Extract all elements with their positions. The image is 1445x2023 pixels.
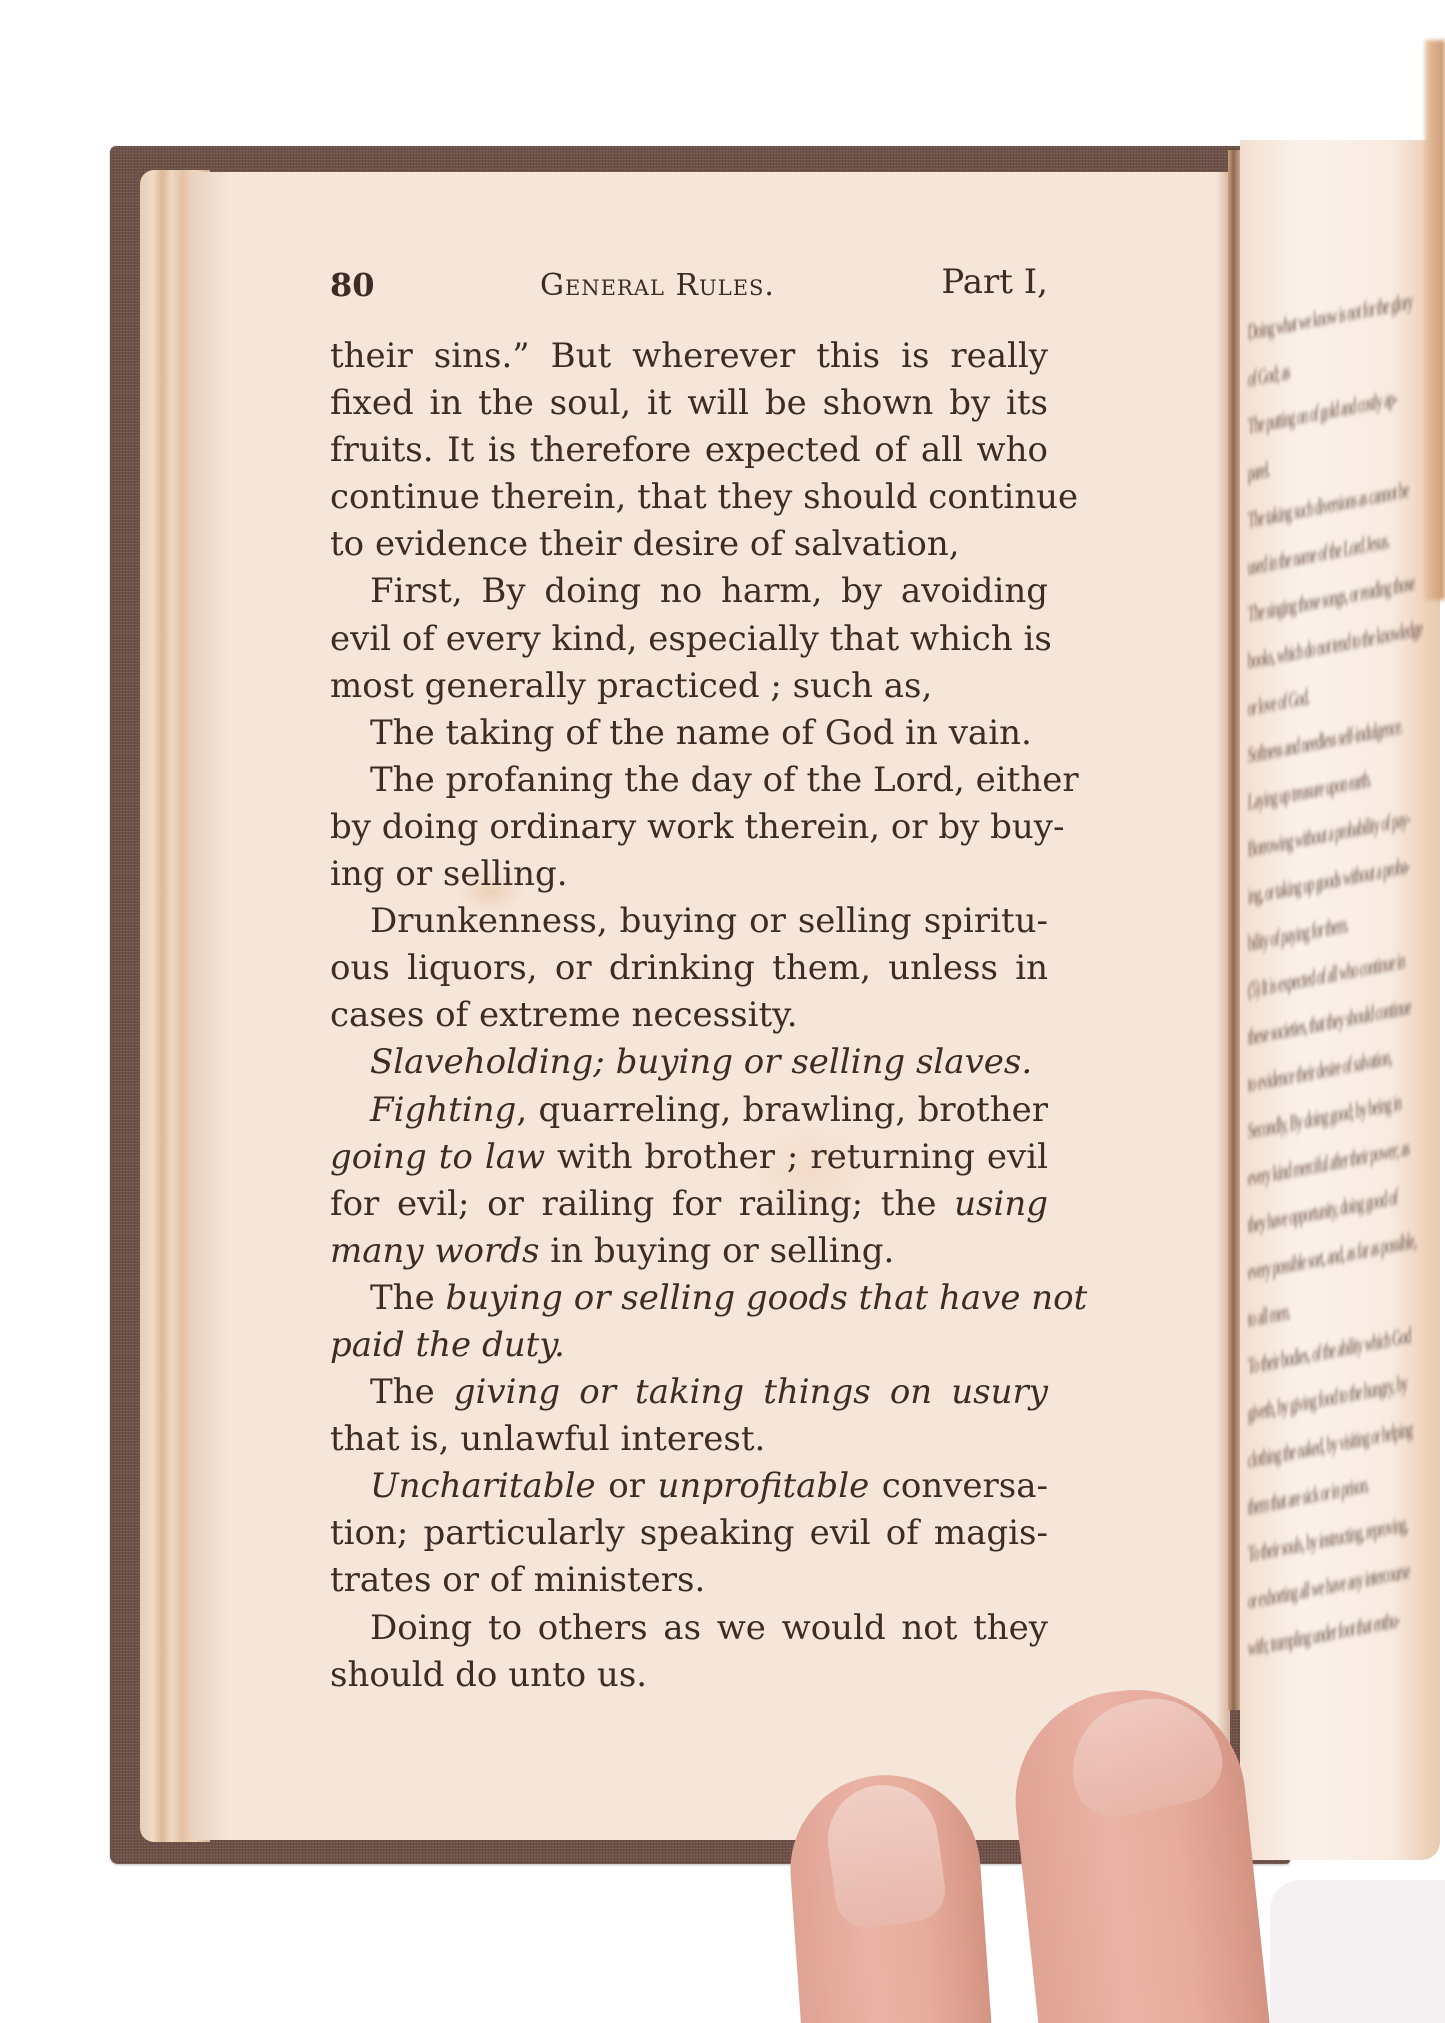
italic-run: Slaveholding; buying or selling slaves. xyxy=(370,1042,1033,1083)
text-run: First, By doing no harm, by avoiding xyxy=(370,571,1048,612)
text-line xyxy=(330,1369,1048,1416)
blurred-line: to all men. xyxy=(1247,1298,1291,1332)
text-run: in buying or selling. xyxy=(539,1230,895,1271)
blurred-line: Doing what we know is not for the glory xyxy=(1247,288,1413,345)
running-title: General Rules. xyxy=(540,268,775,303)
blurred-line: to evidence their desire of salvation, xyxy=(1247,1044,1392,1097)
blurred-line: giveth, by giving food to the hungry, by xyxy=(1247,1370,1408,1426)
blurred-line: of God; as xyxy=(1247,358,1290,392)
text-run: that is, unlawful interest. xyxy=(330,1419,766,1460)
blurred-line: Laying up treasure upon earth. xyxy=(1247,765,1372,815)
right-page xyxy=(1240,140,1440,1860)
text-line xyxy=(330,804,1065,851)
italic-run: buying or selling goods that have not xyxy=(445,1277,1088,1318)
italic-run: unprofitable xyxy=(657,1466,870,1507)
blurred-line: ing, or taking up goods without a proba- xyxy=(1247,852,1410,909)
text-run: should do unto us. xyxy=(330,1654,648,1695)
blurred-line: they have opportunity, doing good of xyxy=(1247,1183,1398,1238)
text-run: continue therein, that they should continue xyxy=(330,477,1079,518)
blurred-line: The singing those songs, or reading those xyxy=(1247,569,1415,627)
text-line xyxy=(330,1322,1048,1369)
text-run: conversa- xyxy=(869,1466,1048,1507)
text-line xyxy=(330,1087,1048,1134)
italic-run: Uncharitable xyxy=(370,1466,596,1507)
text-line xyxy=(330,757,1079,804)
blurred-line: clothing the naked, by visiting or helping xyxy=(1247,1416,1413,1473)
blurred-line: (5) It is expected of all who continue in xyxy=(1247,947,1405,1003)
text-run: ing or selling. xyxy=(330,854,568,895)
italic-run: paid the duty. xyxy=(330,1324,565,1365)
text-run: evil of every kind, especially that which is xyxy=(330,618,1052,659)
text-line xyxy=(330,663,1048,710)
text-run: The xyxy=(370,1372,454,1413)
italic-run: many words xyxy=(330,1230,540,1271)
blurred-line: Secondly, By doing good; by being in xyxy=(1247,1089,1402,1144)
text-run: fixed in the soul, it will be shown by its xyxy=(330,383,1048,424)
blurred-line: them that are sick or in prison. xyxy=(1247,1471,1369,1520)
blurred-line: Softness and needless self-indulgence. xyxy=(1247,712,1403,768)
part-label: Part I, xyxy=(941,262,1048,302)
italic-run: giving or taking things on usury xyxy=(453,1372,1048,1413)
text-line xyxy=(330,992,1048,1039)
italic-run: going to law xyxy=(330,1136,546,1177)
text-line xyxy=(330,474,1079,521)
text-line xyxy=(330,1510,1048,1557)
text-run: trates or of ministers. xyxy=(330,1560,706,1601)
text-run: Doing to others as we would not they xyxy=(370,1607,1048,1648)
italic-run: using xyxy=(954,1183,1048,1224)
text-run: The taking of the name of God in vain. xyxy=(370,712,1032,753)
right-page-edge xyxy=(1425,40,1445,600)
text-line xyxy=(330,1275,1088,1322)
text-line xyxy=(330,710,1048,757)
text-line xyxy=(330,1181,1048,1228)
blurred-line: with; trampling under foot that enthu- xyxy=(1247,1606,1400,1661)
blurred-line: bility of paying for them. xyxy=(1247,911,1349,956)
text-line xyxy=(330,945,1048,992)
text-line xyxy=(330,1134,1048,1181)
text-line xyxy=(330,333,1048,380)
text-run: to evidence their desire of salvation, xyxy=(330,524,960,565)
text-line xyxy=(330,1557,1048,1604)
text-line xyxy=(330,568,1048,615)
text-run: , quarreling, brawling, brother xyxy=(516,1089,1048,1130)
text-line xyxy=(330,380,1048,427)
text-line xyxy=(330,1228,1048,1275)
text-run: cases of extreme necessity. xyxy=(330,995,798,1036)
text-run: for evil; or railing for railing; the xyxy=(330,1183,955,1224)
blurred-line: The putting on of gold and costly ap- xyxy=(1247,385,1397,439)
text-run: fruits. It is therefore expected of all who xyxy=(330,430,1048,471)
text-run: The profaning the day of the Lord, either xyxy=(370,759,1079,800)
text-line xyxy=(330,1605,1048,1652)
text-line xyxy=(330,851,1048,898)
text-run: The xyxy=(370,1277,446,1318)
italic-run: Fighting xyxy=(370,1089,517,1130)
text-run: tion; particularly speaking evil of magis- xyxy=(330,1513,1048,1554)
text-line xyxy=(330,616,1052,663)
blurred-line: To their souls, by instructing, reproving, xyxy=(1247,1510,1408,1567)
text-line xyxy=(330,427,1048,474)
text-line xyxy=(330,1039,1048,1086)
blurred-line: or exhorting all we have any intercourse xyxy=(1247,1557,1410,1614)
blurred-line: parel. xyxy=(1247,456,1270,486)
text-line xyxy=(330,1652,1048,1699)
blurred-line: used in the name of the Lord Jesus. xyxy=(1247,527,1390,580)
text-run: by doing ordinary work therein, or by buy- xyxy=(330,806,1065,847)
page-number: 80 xyxy=(330,266,375,304)
text-line xyxy=(330,1463,1048,1510)
blurred-line: every possible sort, and, as far as possible, xyxy=(1247,1227,1417,1285)
text-run: their sins.” But wherever this is really xyxy=(330,336,1048,376)
text-line xyxy=(330,521,1048,568)
text-run: or xyxy=(595,1466,658,1507)
text-run: Drunkenness, buying or selling spiritu- xyxy=(370,901,1048,942)
page-body-text xyxy=(330,333,1088,1699)
text-run: most generally practiced ; such as, xyxy=(330,665,933,706)
blurred-line: books, which do not tend to the knowledge xyxy=(1247,615,1423,674)
text-run: with brother ; returning evil xyxy=(545,1136,1048,1177)
blurred-line: Borrowing without a probability of pay- xyxy=(1247,805,1411,862)
blurred-line: every kind merciful after their power; as xyxy=(1247,1134,1410,1191)
text-run: ous liquors, or drinking them, unless in xyxy=(330,948,1048,989)
text-line xyxy=(330,1416,1048,1463)
right-page-blurred-text xyxy=(1240,140,1423,1673)
blurred-line: these societies, that they should continue xyxy=(1247,993,1411,1050)
blurred-line: or love of God. xyxy=(1247,683,1310,721)
background-fabric xyxy=(1270,1880,1445,2023)
text-line xyxy=(330,898,1048,945)
running-header xyxy=(330,262,1048,310)
blurred-line: To their bodies, of the ability which God xyxy=(1247,1322,1411,1379)
blurred-line: The taking such diversions as cannot be xyxy=(1247,476,1409,533)
